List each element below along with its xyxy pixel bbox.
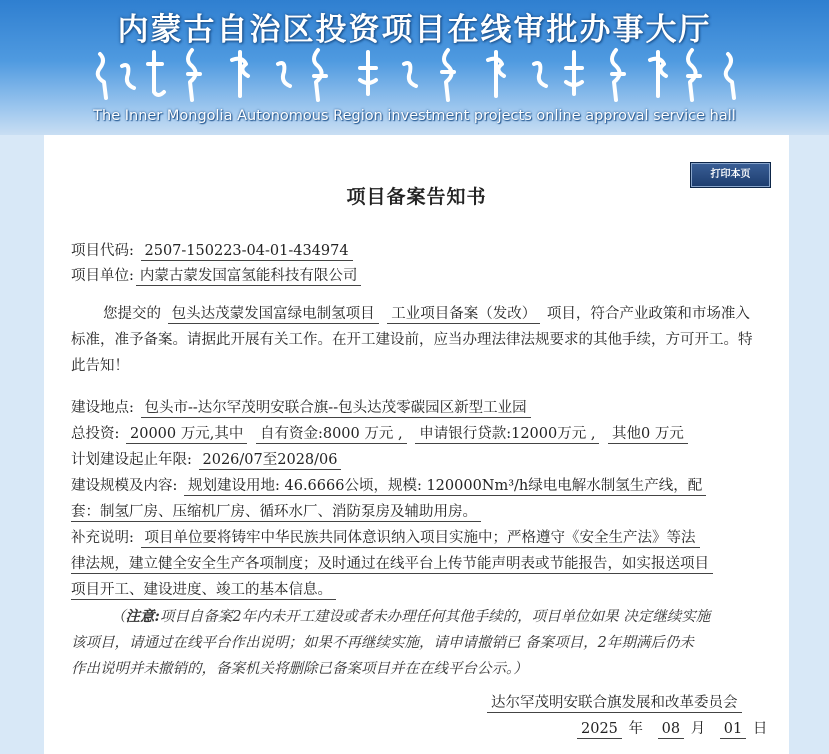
other-funds-value: 其他0 万元 bbox=[608, 426, 688, 444]
project-code-label: 项目代码: bbox=[71, 243, 134, 259]
investment-label: 总投资: bbox=[71, 426, 120, 442]
project-unit-value: 内蒙古蒙发国富氢能科技有限公司 bbox=[136, 268, 362, 286]
note-line-2: 该项目，请通过在线平台作出说明；如果不再继续实施，请申请撤销已 备案项目，2年期满后仍未 bbox=[71, 635, 694, 651]
period-value: 2026/07至2028/06 bbox=[199, 452, 342, 470]
note-line-1: （注意:项目自备案2年内未开工建设或者未办理任何其他手续的，项目单位如果 决定继续实施 bbox=[111, 608, 711, 625]
date-month: 08 bbox=[658, 721, 684, 739]
scale-value-line1: 规划建设用地: 46.6666公顷，规模: 120000Nm³/h绿电电解水制氢生产线，配 bbox=[184, 478, 706, 496]
note-block bbox=[71, 604, 771, 682]
supplement-row-3 bbox=[71, 577, 338, 603]
project-unit-label: 项目单位: bbox=[71, 268, 134, 284]
supplement-line1: 项目单位要将铸牢中华民族共同体意识纳入项目实施中；严格遵守《安全生产法》等法 bbox=[141, 530, 700, 548]
scale-label: 建设规模及内容: bbox=[71, 478, 178, 494]
date-year-unit: 年 bbox=[628, 721, 644, 737]
document-title: 项目备案告知书 bbox=[346, 186, 487, 208]
site-title-english: The Inner Mongolia Autonomous Region investment projects online approval service hall bbox=[93, 108, 736, 124]
issuer-name: 达尔罕茂明安联合旗发展和改革委员会 bbox=[487, 695, 742, 713]
supplement-row bbox=[71, 525, 702, 551]
note-label: 注意: bbox=[125, 608, 160, 625]
investment-total-value: 20000 万元,其中 bbox=[126, 426, 247, 444]
notice-paragraph bbox=[71, 301, 761, 379]
date-row bbox=[575, 716, 767, 742]
date-month-unit: 月 bbox=[690, 721, 706, 737]
site-title-chinese: 内蒙古自治区投资项目在线审批办事大厅 bbox=[117, 12, 712, 48]
location-value: 包头市--达尔罕茂明安联合旗--包头达茂零碳园区新型工业园 bbox=[141, 400, 531, 418]
scale-value-line2: 套：制氢厂房、压缩机厂房、循环水厂、消防泵房及辅助用房。 bbox=[71, 504, 481, 522]
project-code-row bbox=[71, 238, 355, 264]
scale-row bbox=[71, 473, 708, 499]
investment-row bbox=[71, 421, 690, 447]
scale-row-2 bbox=[71, 499, 483, 525]
intro-prefix: 您提交的 bbox=[103, 306, 161, 322]
supplement-row-2 bbox=[71, 551, 715, 577]
date-day-unit: 日 bbox=[752, 721, 768, 737]
project-code-value: 2507-150223-04-01-434974 bbox=[141, 243, 353, 261]
note-line-3: 作出说明并未撤销的，备案机关将删除已备案项目并在在线平台公示。） bbox=[71, 661, 528, 677]
supplement-line2: 律法规，建立健全安全生产各项制度；及时通过在线平台上传节能声明表或节能报告，如实报送项目 bbox=[71, 556, 713, 574]
print-page-button[interactable]: 打印本页 bbox=[690, 162, 771, 188]
supplement-label: 补充说明: bbox=[71, 530, 134, 546]
location-label: 建设地点: bbox=[71, 400, 134, 416]
location-row bbox=[71, 395, 533, 421]
period-label: 计划建设起止年限: bbox=[71, 452, 192, 468]
period-row bbox=[71, 447, 343, 473]
intro-suffix: 项目，符合产业政策和市场准入标准，准予备案。请据此开展有关工作。在开工建设前，应当办理法律法规要求的其他手续，方可开工。特此告知！ bbox=[71, 306, 753, 374]
mongolian-script-logo bbox=[92, 46, 742, 104]
header-banner bbox=[0, 0, 829, 135]
project-unit-row bbox=[71, 263, 363, 289]
bank-loan-value: 申请银行贷款:12000万元 , bbox=[415, 426, 599, 444]
date-day: 01 bbox=[720, 721, 746, 739]
filing-type-value: 工业项目备案（发改） bbox=[387, 306, 540, 324]
supplement-line3: 项目开工、建设进度、竣工的基本信息。 bbox=[71, 582, 336, 600]
note-text-1: 项目自备案2年内未开工建设或者未办理任何其他手续的，项目单位如果 决定继续实施 bbox=[159, 609, 711, 625]
own-funds-value: 自有资金:8000 万元 , bbox=[256, 426, 407, 444]
issuer-row bbox=[485, 690, 744, 716]
date-year: 2025 bbox=[577, 721, 622, 739]
project-name-value: 包头达茂蒙发国富绿电制氢项目 bbox=[168, 306, 379, 324]
